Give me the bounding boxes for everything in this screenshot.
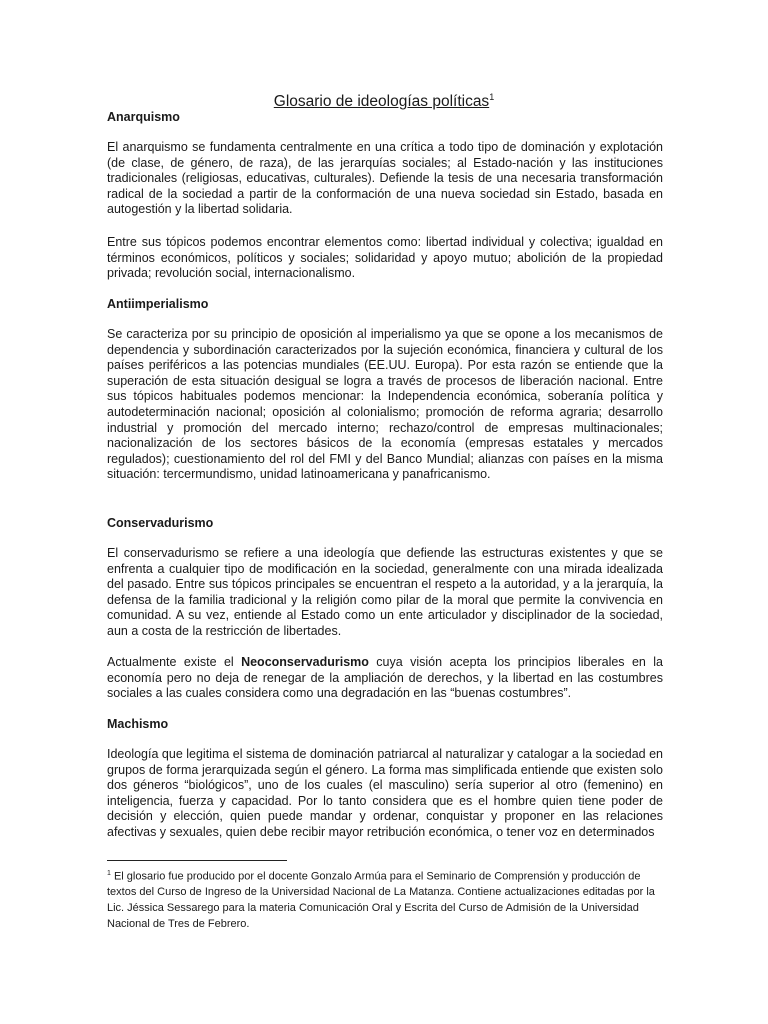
neocon-text-after: cuya visión acepta los principios liberales en la economía pero no deja de renegar de la ampliación de derechos, y la libertad en las costumbres sociales a las cuales considera como una degradación en las “buenas costumbres”.	[107, 655, 663, 701]
neocon-term: Neoconservadurismo	[241, 655, 369, 669]
page-title	[0, 92, 768, 111]
heading-conservadurismo: Conservadurismo	[107, 516, 214, 530]
heading-anarquismo: Anarquismo	[107, 110, 180, 124]
paragraph-machismo: Ideología que legitima el sistema de dominación patriarcal al naturalizar y catalogar a la sociedad en grupos de forma jerarquizada según el género. La forma mas simplificada entiende que existen solo dos géneros “biológicos”, uno de los cuales (el masculino) sería superior al otro (femenino) en inteligencia, fuerza y capacidad. Por lo tanto considera que es el hombre quien tiene poder de decisión y elección, quien puede mandar y ordenar, conquistar y proponer en las relaciones afectivas y sexuales, quien debe recibir mayor retribución económica, o tener voz en determinados	[107, 747, 663, 839]
title-text: Glosario de ideologías políticas	[273, 93, 490, 111]
footnote-divider	[107, 860, 287, 861]
heading-machismo: Machismo	[107, 717, 169, 731]
paragraph-neoconservadurismo	[107, 655, 663, 702]
paragraph-anarquismo-2: Entre sus tópicos podemos encontrar elementos como: libertad individual y colectiva; igualdad en términos económicos, políticos y sociales; solidaridad y apoyo mutuo; abolición de la propiedad privada; revolución social, internacionalismo.	[107, 235, 663, 281]
footnote-text: El glosario fue producido por el docente Gonzalo Armúa para el Seminario de Comprensión y producción de textos del Curso de Ingreso de la Universidad Nacional de La Matanza. Contiene actualizaciones editadas por la Lic. Jéssica Sessarego para la materia Comunicación Oral y Escrita del Curso de Admisión de la Universidad Nacional de Tres de Febrero.	[107, 870, 655, 931]
footnote-reference: 1	[489, 92, 495, 102]
footnote-mark: 1	[107, 870, 111, 877]
paragraph-anarquismo-1: El anarquismo se fundamenta centralmente en una crítica a todo tipo de dominación y explotación (de clase, de género, de raza), de las jerarquías sociales; al Estado-nación y las instituciones tradicionales (religiosas, educativas, culturales). Defiende la tesis de una necesaria transformación radical de la sociedad a partir de la conformación de una nueva sociedad sin Estado, basada en autogestión y la libertad solidaria.	[107, 140, 663, 217]
neocon-text-before: Actualmente existe el	[107, 655, 242, 669]
footnote	[107, 866, 667, 933]
paragraph-conservadurismo: El conservadurismo se refiere a una ideología que defiende las estructuras existentes y que se enfrenta a cualquier tipo de modificación en la sociedad, generalmente con una mirada idealizada del pasado. Entre sus tópicos principales se encuentran el respeto a la autoridad, y a la jerarquía, la defensa de la familia tradicional y la religión como pilar de la moral que permite la convivencia en comunidad. A su vez, entiende al Estado como un ente articulador y disciplinador de la sociedad, aun a costa de la restricción de libertades.	[107, 546, 663, 638]
heading-antiimperialismo: Antiimperialismo	[107, 297, 209, 311]
paragraph-antiimperialismo: Se caracteriza por su principio de oposición al imperialismo ya que se opone a los mecanismos de dependencia y subordinación caracterizados por la sujeción económica, financiera y cultural de los países periféricos a las potencias mundiales (EE.UU. Europa). Por esta razón se entiende que la superación de esta situación desigual se logra a través de procesos de liberación nacional. Entre sus tópicos habituales podemos mencionar: la Independencia económica, soberanía política y autodeterminación nacional; oposición al colonialismo; promoción de reforma agraria; desarrollo industrial y promoción del mercado interno; rechazo/control de empresas multinacionales; nacionalización de los sectores básicos de la economía (empresas estatales y mercados regulados); cuestionamiento del rol del FMI y del Banco Mundial; alianzas con países en la misma situación: tercermundismo, unidad latinoamericana y panafricanismo.	[107, 327, 663, 482]
